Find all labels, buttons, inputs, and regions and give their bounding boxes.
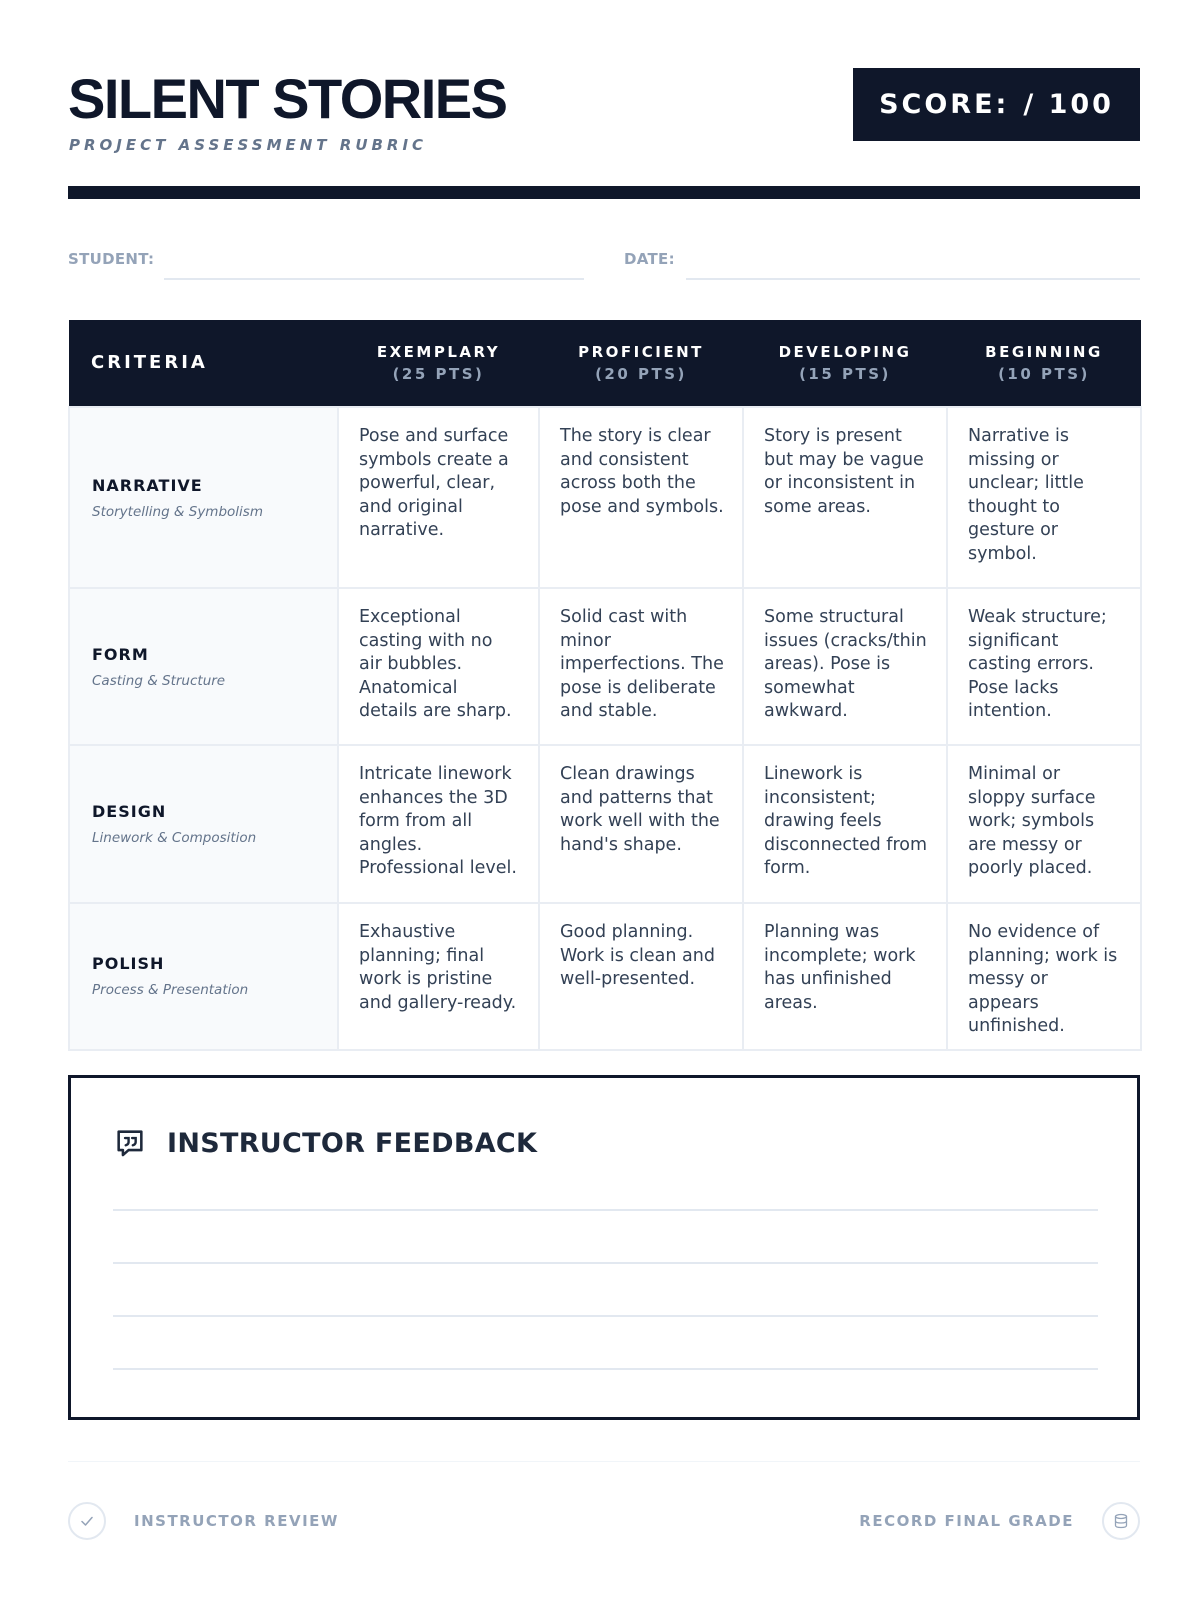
rubric-row-polish <box>69 903 1141 1050</box>
instructor-review <box>68 1500 339 1542</box>
rubric-table <box>68 320 1142 1051</box>
student-date-row <box>68 244 1140 280</box>
rubric-cell-beginning[interactable]: Minimal or sloppy surface work; symbols are messy or poorly placed. <box>947 745 1141 903</box>
rubric-cell-proficient[interactable]: Clean drawings and patterns that work well with the hand's shape. <box>539 745 743 903</box>
student-field[interactable] <box>164 278 584 280</box>
rubric-cell-developing[interactable]: Planning was incomplete; work has unfinished areas. <box>743 903 947 1050</box>
criteria-cell <box>69 588 338 745</box>
database-circle-icon <box>1102 1502 1140 1540</box>
page-title: SILENT STORIES <box>68 67 507 130</box>
criteria-name: FORM <box>92 644 149 664</box>
score-label: SCORE: <box>879 89 1010 120</box>
level-points: (25 PTS) <box>392 365 485 383</box>
level-label: BEGINNING <box>985 343 1103 361</box>
feedback-line[interactable] <box>113 1368 1098 1370</box>
feedback-header <box>113 1125 537 1161</box>
rubric-cell-developing[interactable]: Some structural issues (cracks/thin areas). Pose is somewhat awkward. <box>743 588 947 745</box>
criteria-name: POLISH <box>92 954 165 974</box>
criteria-subtitle: Casting & Structure <box>92 672 226 689</box>
criteria-cell <box>69 745 338 903</box>
rubric-cell-beginning[interactable]: Weak structure; significant casting errors. Pose lacks intention. <box>947 588 1141 745</box>
feedback-line[interactable] <box>113 1209 1098 1211</box>
level-points: (20 PTS) <box>595 365 687 383</box>
check-icon <box>79 1513 95 1529</box>
rubric-cell-beginning[interactable]: Narrative is missing or unclear; little thought to gesture or symbol. <box>947 407 1141 588</box>
rubric-cell-developing[interactable]: Story is present but may be vague or inconsistent in some areas. <box>743 407 947 588</box>
level-label: DEVELOPING <box>778 343 912 361</box>
level-label: EXEMPLARY <box>376 343 501 361</box>
level-points: (15 PTS) <box>799 365 891 383</box>
criteria-cell <box>69 407 338 588</box>
level-header-developing <box>743 320 947 407</box>
score-box <box>853 68 1140 141</box>
criteria-subtitle: Linework & Composition <box>92 830 257 846</box>
rubric-cell-exemplary[interactable]: Exceptional casting with no air bubbles. Anatomical details are sharp. <box>338 588 539 745</box>
rubric-row-narrative <box>69 407 1141 588</box>
footer-divider <box>68 1461 1140 1462</box>
level-header-exemplary <box>338 320 539 407</box>
page-subtitle: PROJECT ASSESSMENT RUBRIC <box>69 136 428 154</box>
record-final-grade <box>859 1500 1140 1542</box>
student-label: STUDENT: <box>68 250 155 268</box>
record-final-grade-label: RECORD FINAL GRADE <box>859 1512 1074 1530</box>
rubric-cell-exemplary[interactable]: Intricate linework enhances the 3D form from all angles. Professional level. <box>338 745 539 903</box>
rubric-header-row <box>69 320 1141 407</box>
header-divider <box>68 186 1140 199</box>
rubric-cell-exemplary[interactable]: Exhaustive planning; final work is pristine and gallery-ready. <box>338 903 539 1050</box>
criteria-name: NARRATIVE <box>92 475 203 495</box>
level-header-beginning <box>947 320 1141 407</box>
rubric-cell-exemplary[interactable]: Pose and surface symbols create a powerful, clear, and original narrative. <box>338 407 539 588</box>
check-circle-icon <box>68 1502 106 1540</box>
rubric-cell-proficient[interactable]: Good planning. Work is clean and well-presented. <box>539 903 743 1050</box>
date-label: DATE: <box>624 250 675 268</box>
feedback-line[interactable] <box>113 1315 1098 1317</box>
feedback-title: INSTRUCTOR FEEDBACK <box>167 1127 538 1159</box>
feedback-line[interactable] <box>113 1262 1098 1264</box>
rubric-row-design <box>69 745 1141 903</box>
criteria-subtitle: Storytelling & Symbolism <box>92 503 263 520</box>
database-icon <box>1112 1512 1130 1530</box>
rubric-row-form <box>69 588 1141 745</box>
level-points: (10 PTS) <box>998 365 1090 383</box>
level-header-proficient <box>539 320 743 407</box>
score-total: / 100 <box>1023 89 1114 120</box>
criteria-header: CRITERIA <box>69 320 338 407</box>
criteria-subtitle: Process & Presentation <box>92 982 249 999</box>
criteria-cell <box>69 903 338 1050</box>
message-quote-icon <box>113 1126 147 1160</box>
instructor-review-label: INSTRUCTOR REVIEW <box>134 1512 339 1530</box>
date-field[interactable] <box>686 278 1140 280</box>
rubric-cell-proficient[interactable]: Solid cast with minor imperfections. The pose is deliberate and stable. <box>539 588 743 745</box>
rubric-cell-proficient[interactable]: The story is clear and consistent across both the pose and symbols. <box>539 407 743 588</box>
criteria-name: DESIGN <box>92 802 167 821</box>
rubric-cell-developing[interactable]: Linework is inconsistent; drawing feels disconnected from form. <box>743 745 947 903</box>
header <box>68 64 1140 164</box>
level-label: PROFICIENT <box>578 343 704 361</box>
rubric-cell-beginning[interactable]: No evidence of planning; work is messy or appears unfinished. <box>947 903 1141 1050</box>
feedback-box <box>68 1075 1140 1420</box>
